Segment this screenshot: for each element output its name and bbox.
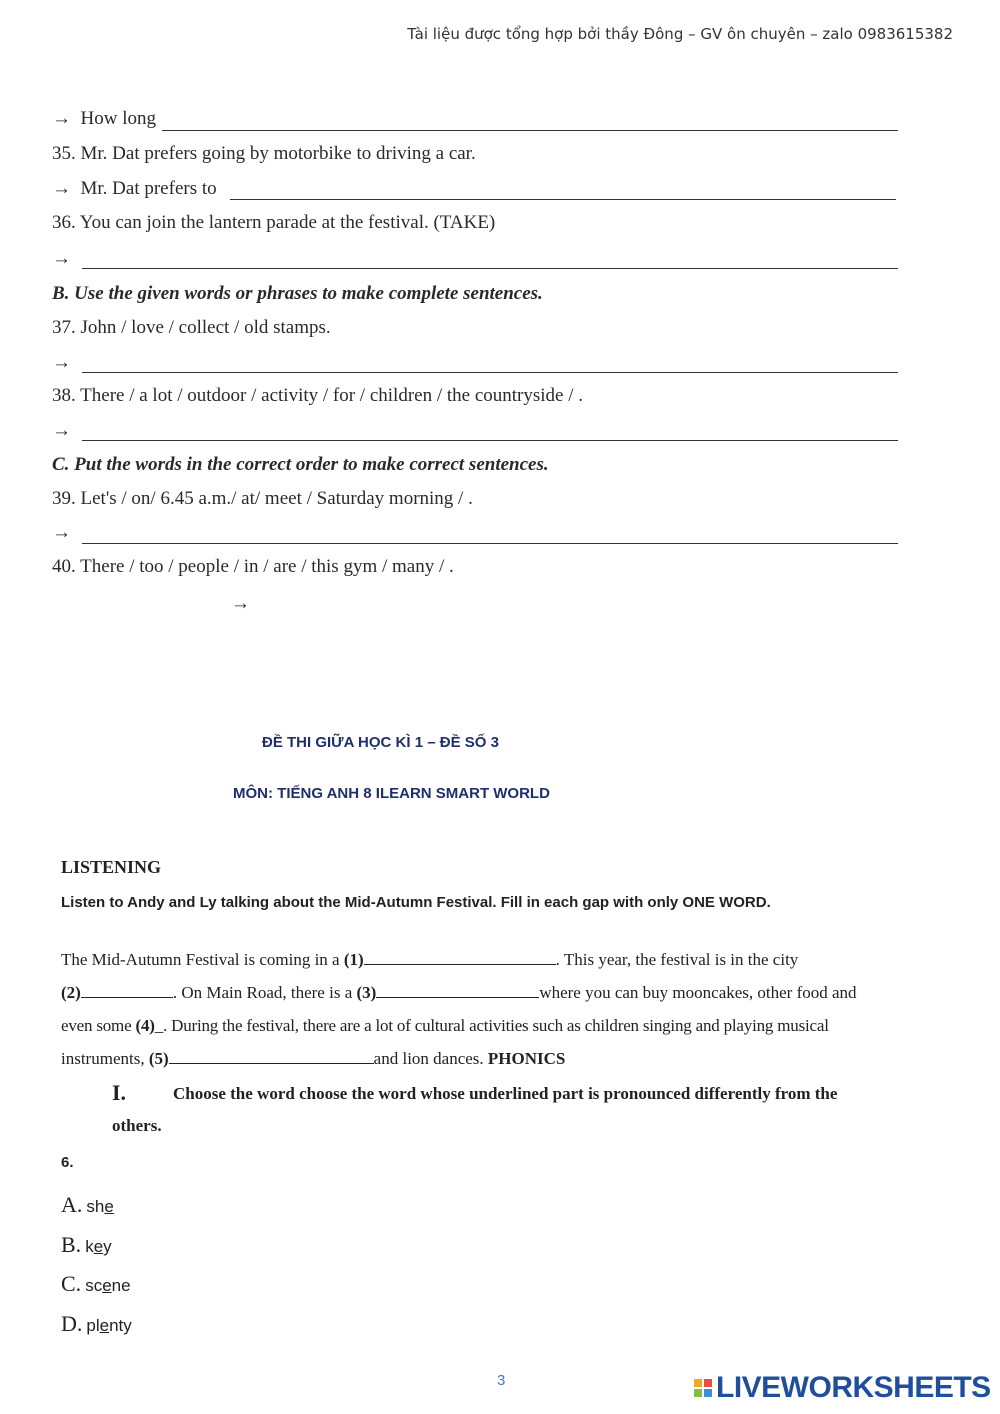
listening-heading: LISTENING	[61, 857, 162, 877]
question-37: 37. John / love / collect / old stamps.	[52, 317, 331, 338]
gap-2-label: (2)	[61, 983, 81, 1002]
option-word: key	[85, 1237, 112, 1256]
section-b-instruction: B. Use the given words or phrases to make complete sentences.	[52, 283, 543, 304]
question-35: 35. Mr. Dat prefers going by motorbike to driving a car.	[52, 143, 476, 164]
answer-blank-35[interactable]	[230, 199, 896, 200]
answer-blank-36[interactable]	[82, 268, 898, 269]
option-letter: A.	[61, 1192, 83, 1217]
answer-blank-38[interactable]	[82, 440, 898, 441]
option-a[interactable]	[61, 1192, 114, 1218]
arrow-icon: →	[52, 522, 71, 543]
page-number: 3	[497, 1372, 506, 1389]
phonics-instruction: Choose the word choose the word whose underlined part is pronounced differently from the	[173, 1084, 838, 1103]
gap-1-label: (1)	[343, 950, 364, 969]
listening-paragraph	[61, 943, 941, 1075]
answer-line-how-long	[52, 108, 156, 130]
option-b[interactable]	[61, 1232, 112, 1258]
section-c-instruction: C. Put the words in the correct order to make correct sentences.	[52, 454, 549, 475]
liveworksheets-logo-icon	[694, 1379, 712, 1397]
arrow-icon: →	[52, 420, 71, 441]
option-letter: D.	[61, 1311, 83, 1336]
para-text: even some	[61, 1016, 132, 1035]
arrow-icon: →	[231, 593, 250, 614]
question-36: 36. You can join the lantern parade at the festival. (TAKE)	[52, 212, 496, 233]
option-word: she	[86, 1197, 114, 1216]
option-letter: C.	[61, 1271, 82, 1296]
para-text: instruments,	[61, 1049, 145, 1068]
option-word: scene	[85, 1276, 131, 1295]
how-long-prefix: How long	[80, 108, 156, 129]
para-text: . On Main Road, there is a	[172, 983, 353, 1002]
page-header: Tài liệu được tổng hợp bởi thầy Đông – GV ôn chuyên – zalo 0983615382	[407, 25, 953, 43]
exam-title: ĐỀ THI GIỮA HỌC KÌ 1 – ĐỀ SỐ 3	[262, 734, 499, 751]
logo-square	[704, 1389, 712, 1397]
arrow-icon: →	[52, 108, 71, 129]
gap-1-input[interactable]	[364, 948, 556, 965]
option-d[interactable]	[61, 1311, 132, 1337]
exam-subject: MÔN: TIẾNG ANH 8 ILEARN SMART WORLD	[233, 785, 550, 802]
arrow-icon: →	[52, 248, 71, 269]
gap-4-label: (4)	[135, 1016, 155, 1035]
section-roman-numeral: I.	[112, 1080, 127, 1105]
gap-2-input[interactable]	[81, 981, 173, 998]
arrow-icon: →	[52, 178, 71, 199]
logo-square	[704, 1379, 712, 1387]
gap-3-input[interactable]	[376, 981, 539, 998]
logo-square	[694, 1379, 702, 1387]
logo-square	[694, 1389, 702, 1397]
option-c[interactable]	[61, 1271, 131, 1297]
para-text: where you can buy mooncakes, other food and	[539, 983, 857, 1002]
para-text: and lion dances.	[373, 1049, 484, 1068]
listening-instruction: Listen to Andy and Ly talking about the Mid-Autumn Festival. Fill in each gap with only ONE WORD.	[61, 894, 771, 911]
question-40: 40. There / too / people / in / are / this gym / many / .	[52, 556, 454, 577]
answer-blank-39[interactable]	[82, 543, 898, 544]
phonics-instruction-cont: others.	[112, 1116, 162, 1135]
option-word: plenty	[86, 1316, 132, 1335]
para-text: _. During the festival, there are a lot of cultural activities such as children singing and playing musical	[154, 1016, 829, 1035]
liveworksheets-logo-text[interactable]: LIVEWORKSHEETS	[716, 1371, 991, 1404]
question-6-number: 6.	[61, 1154, 74, 1171]
option-letter: B.	[61, 1232, 82, 1257]
para-text: The Mid-Autumn Festival is coming in a	[61, 950, 340, 969]
gap-5-input[interactable]	[169, 1047, 374, 1064]
gap-3-label: (3)	[356, 983, 377, 1002]
arrow-icon: →	[52, 352, 71, 373]
gap-5-label: (5)	[148, 1049, 169, 1068]
answer-blank-34[interactable]	[162, 130, 898, 131]
question-39: 39. Let's / on/ 6.45 a.m./ at/ meet / Saturday morning / .	[52, 488, 473, 509]
question-38: 38. There / a lot / outdoor / activity / for / children / the countryside / .	[52, 385, 583, 406]
answer-35-prefix: Mr. Dat prefers to	[80, 178, 217, 199]
answer-line-35	[52, 178, 217, 200]
para-text: . This year, the festival is in the city	[555, 950, 799, 969]
phonics-heading: PHONICS	[487, 1049, 566, 1068]
answer-blank-37[interactable]	[82, 372, 898, 373]
